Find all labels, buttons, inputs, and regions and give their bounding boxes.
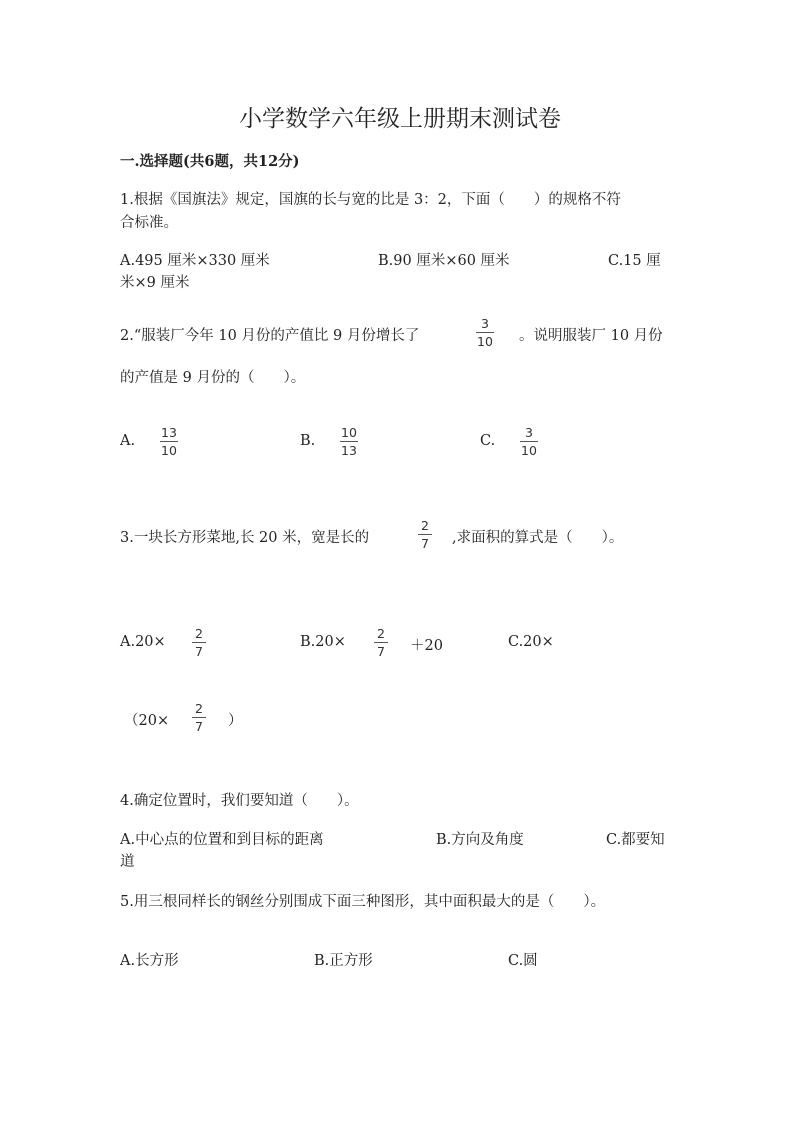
question-3-option-b-continued: ＋20 xyxy=(410,638,443,654)
question-2-line-2: 的产值是 9 月份的（ ）。 xyxy=(120,370,306,386)
question-2-option-a-fraction xyxy=(160,426,178,457)
question-2-option-b-label: B. xyxy=(300,433,316,449)
question-1-option-c-continued: 米×9 厘米 xyxy=(120,275,190,291)
question-1-line-1: 1.根据《国旗法》规定，国旗的长与宽的比是 3：2，下面（ ）的规格不符 xyxy=(120,192,621,208)
fraction-bar xyxy=(418,534,432,535)
fraction-numerator: 3 xyxy=(480,316,489,331)
fraction-denominator: 7 xyxy=(195,644,203,659)
question-4-option-b: B.方向及角度 xyxy=(436,832,524,848)
question-3-option-c-fraction xyxy=(192,702,206,733)
question-1-option-a: A.495 厘米×330 厘米 xyxy=(120,253,270,269)
fraction-bar xyxy=(374,642,388,643)
fraction-denominator: 10 xyxy=(477,334,493,349)
question-3-fraction xyxy=(418,519,432,550)
fraction-numerator: 2 xyxy=(195,626,203,641)
fraction-bar xyxy=(476,332,494,333)
fraction-denominator: 13 xyxy=(341,443,357,458)
section-heading: 一.选择题(共6题，共12分) xyxy=(120,153,300,170)
fraction-numerator: 10 xyxy=(341,425,357,440)
question-3-text-after: ,求面积的算式是（ ）。 xyxy=(452,530,624,546)
question-2-option-a-label: A. xyxy=(120,433,136,449)
question-2-option-c-label: C. xyxy=(480,433,496,449)
question-2-text-after: 。说明服装厂 10 月份 xyxy=(519,328,663,344)
question-5-text: 5.用三根同样长的钢丝分别围成下面三种图形，其中面积最大的是（ ）。 xyxy=(120,894,606,910)
question-3-option-a-fraction xyxy=(192,627,206,658)
fraction-bar xyxy=(520,441,538,442)
fraction-bar xyxy=(192,717,206,718)
fraction-bar xyxy=(340,441,358,442)
question-3-option-b: B.20× xyxy=(300,634,346,650)
fraction-numerator: 3 xyxy=(524,425,533,440)
fraction-numerator: 2 xyxy=(195,701,203,716)
question-4-option-c-continued: 道 xyxy=(120,854,135,870)
fraction-denominator: 7 xyxy=(421,536,429,551)
page-title: 小学数学六年级上册期末测试卷 xyxy=(239,106,561,132)
fraction-denominator: 10 xyxy=(161,443,177,458)
question-2-text-before: 2.“服装厂今年 10 月份的产值比 9 月份增长了 xyxy=(120,328,420,344)
fraction-numerator: 13 xyxy=(161,425,177,440)
fraction-denominator: 7 xyxy=(377,644,385,659)
question-3-option-c-continued: （20× xyxy=(124,713,170,729)
question-2-option-b-fraction xyxy=(340,426,358,457)
fraction-denominator: 10 xyxy=(521,443,537,458)
question-1-option-b: B.90 厘米×60 厘米 xyxy=(378,253,510,269)
fraction-numerator: 2 xyxy=(421,518,429,533)
question-3-text-before: 3.一块长方形菜地,长 20 米，宽是长的 xyxy=(120,530,370,546)
fraction-denominator: 7 xyxy=(195,719,203,734)
question-4-option-c: C.都要知 xyxy=(606,832,665,848)
question-5-option-c: C.圆 xyxy=(508,953,538,969)
fraction-bar xyxy=(160,441,178,442)
question-3-option-c-close: ） xyxy=(228,713,243,729)
question-4-text: 4.确定位置时，我们要知道（ ）。 xyxy=(120,793,359,809)
question-2-fraction xyxy=(476,317,494,348)
fraction-bar xyxy=(192,642,206,643)
question-1-option-c: C.15 厘 xyxy=(608,253,661,269)
question-5-option-a: A.长方形 xyxy=(120,953,179,969)
question-3-option-a: A.20× xyxy=(120,634,166,650)
question-1-line-2: 合标准。 xyxy=(120,215,178,231)
question-3-option-c: C.20× xyxy=(508,634,554,650)
question-4-option-a: A.中心点的位置和到目标的距离 xyxy=(120,832,324,848)
question-5-option-b: B.正方形 xyxy=(314,953,373,969)
fraction-numerator: 2 xyxy=(377,626,385,641)
question-3-option-b-fraction xyxy=(374,627,388,658)
question-2-option-c-fraction xyxy=(520,426,538,457)
